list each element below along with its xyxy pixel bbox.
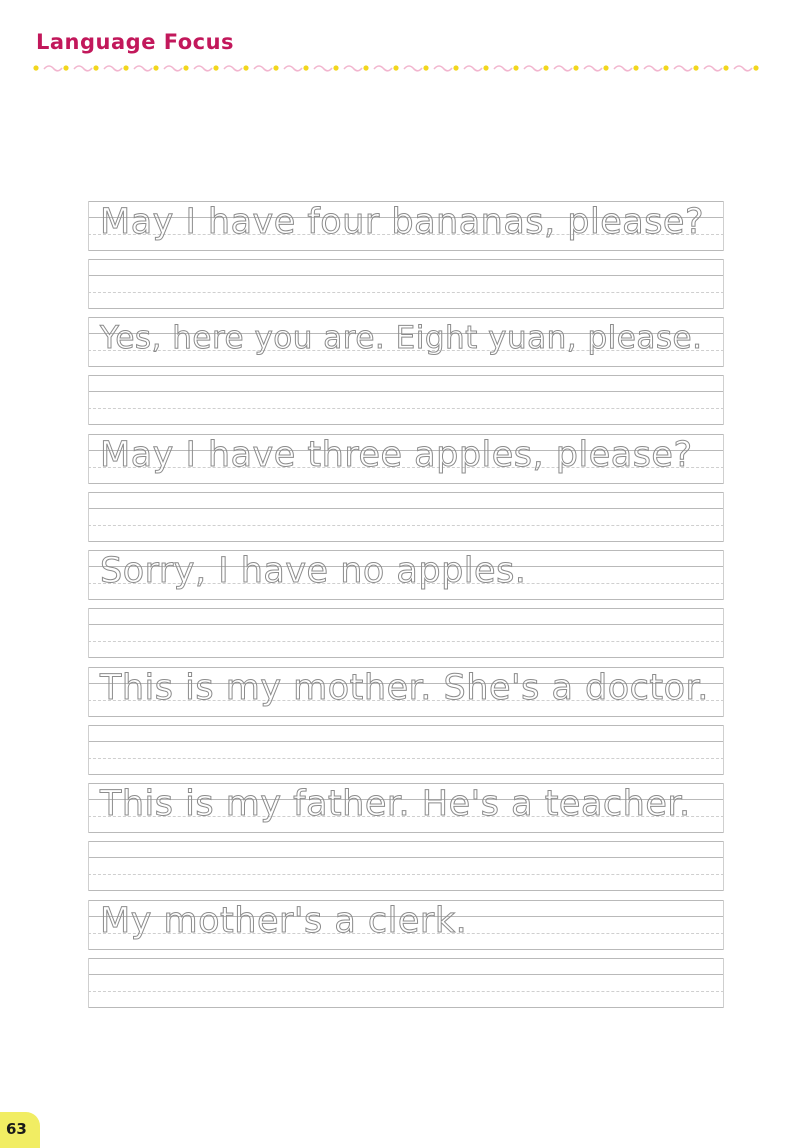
blank-writing-lines[interactable] [88, 958, 724, 1008]
traceable-sentence: Sorry, I have no apples. [100, 551, 527, 591]
border-dot [663, 65, 668, 70]
ruled-line [88, 857, 724, 858]
border-dot [693, 65, 698, 70]
practice-row [88, 667, 724, 775]
line-border [723, 434, 724, 484]
border-dot [753, 65, 758, 70]
line-border [88, 434, 89, 484]
border-dot [543, 65, 548, 70]
border-swirl [704, 66, 722, 71]
trace-line-group [88, 434, 724, 484]
practice-row [88, 550, 724, 658]
border-dot [243, 65, 248, 70]
ruled-line [88, 949, 724, 950]
traceable-sentence: Yes, here you are. Eight yuan, please. [100, 320, 703, 356]
traceable-sentence: This is my father. He's a teacher. [100, 784, 691, 824]
ruled-line [88, 958, 724, 959]
ruled-line [88, 608, 724, 609]
border-dot [393, 65, 398, 70]
line-border [723, 783, 724, 833]
border-swirl [194, 66, 212, 71]
line-border [723, 317, 724, 367]
ruled-line [88, 525, 724, 526]
line-border [88, 317, 89, 367]
ruled-line [88, 308, 724, 309]
border-swirl [524, 66, 542, 71]
border-dot [603, 65, 608, 70]
border-dot [123, 65, 128, 70]
ruled-line [88, 841, 724, 842]
border-swirl [344, 66, 362, 71]
practice-row [88, 317, 724, 425]
blank-writing-lines[interactable] [88, 492, 724, 542]
border-dot [483, 65, 488, 70]
trace-line-group [88, 783, 724, 833]
ruled-line [88, 259, 724, 260]
trace-line-group [88, 317, 724, 367]
ruled-line [88, 391, 724, 392]
border-swirl [104, 66, 122, 71]
ruled-line [88, 250, 724, 251]
ruled-line [88, 408, 724, 409]
ruled-line [88, 716, 724, 717]
ruled-line [88, 641, 724, 642]
border-dot [33, 65, 38, 70]
line-border [88, 375, 89, 425]
decorative-dot-border [30, 60, 780, 76]
ruled-line [88, 492, 724, 493]
trace-line-group [88, 201, 724, 251]
blank-writing-lines[interactable] [88, 259, 724, 309]
line-border [723, 492, 724, 542]
border-dot [213, 65, 218, 70]
border-dot [273, 65, 278, 70]
ruled-line [88, 599, 724, 600]
border-dot [303, 65, 308, 70]
ruled-line [88, 874, 724, 875]
line-border [723, 608, 724, 658]
border-swirl [434, 66, 452, 71]
ruled-line [88, 424, 724, 425]
practice-row [88, 201, 724, 309]
blank-writing-lines[interactable] [88, 375, 724, 425]
line-border [723, 725, 724, 775]
border-swirl [254, 66, 272, 71]
border-dot [333, 65, 338, 70]
ruled-line [88, 366, 724, 367]
border-swirl [74, 66, 92, 71]
border-swirl [404, 66, 422, 71]
border-dot [363, 65, 368, 70]
ruled-line [88, 292, 724, 293]
ruled-line [88, 375, 724, 376]
ruled-line [88, 974, 724, 975]
traceable-sentence: This is my mother. She's a doctor. [100, 668, 709, 708]
border-swirl [284, 66, 302, 71]
line-border [723, 958, 724, 1008]
line-border [88, 492, 89, 542]
border-swirl [224, 66, 242, 71]
border-dot [93, 65, 98, 70]
line-border [723, 201, 724, 251]
border-swirl [614, 66, 632, 71]
ruled-line [88, 774, 724, 775]
border-swirl [134, 66, 152, 71]
ruled-line [88, 275, 724, 276]
border-swirl [374, 66, 392, 71]
ruled-line [88, 657, 724, 658]
border-swirl [494, 66, 512, 71]
ruled-line [88, 890, 724, 891]
ruled-line [88, 991, 724, 992]
line-border [88, 900, 89, 950]
traceable-sentence: May I have three apples, please? [100, 435, 693, 475]
blank-writing-lines[interactable] [88, 608, 724, 658]
ruled-line [88, 508, 724, 509]
border-dot [723, 65, 728, 70]
practice-row [88, 783, 724, 891]
line-border [723, 900, 724, 950]
line-border [88, 725, 89, 775]
border-dot [633, 65, 638, 70]
line-border [723, 667, 724, 717]
ruled-line [88, 624, 724, 625]
ruled-line [88, 1007, 724, 1008]
trace-line-group [88, 900, 724, 950]
traceable-sentence: May I have four bananas, please? [100, 202, 705, 242]
line-border [88, 783, 89, 833]
line-border [723, 375, 724, 425]
border-swirl [584, 66, 602, 71]
ruled-line [88, 741, 724, 742]
border-dot [63, 65, 68, 70]
page-number: 63 [6, 1120, 27, 1138]
ruled-line [88, 725, 724, 726]
traceable-sentence: My mother's a clerk. [100, 901, 468, 941]
line-border [723, 841, 724, 891]
ruled-line [88, 832, 724, 833]
blank-writing-lines[interactable] [88, 725, 724, 775]
border-dot [453, 65, 458, 70]
border-swirl [674, 66, 692, 71]
border-swirl [164, 66, 182, 71]
trace-line-group [88, 550, 724, 600]
trace-line-group [88, 667, 724, 717]
border-swirl [644, 66, 662, 71]
border-dot [573, 65, 578, 70]
line-border [723, 259, 724, 309]
line-border [88, 201, 89, 251]
page-number-tab [0, 1112, 40, 1148]
border-dot [423, 65, 428, 70]
border-swirl [314, 66, 332, 71]
line-border [88, 259, 89, 309]
line-border [88, 841, 89, 891]
line-border [88, 608, 89, 658]
border-dot [153, 65, 158, 70]
border-swirl [554, 66, 572, 71]
ruled-line [88, 541, 724, 542]
blank-writing-lines[interactable] [88, 841, 724, 891]
practice-row [88, 434, 724, 542]
line-border [723, 550, 724, 600]
line-border [88, 550, 89, 600]
border-swirl [464, 66, 482, 71]
border-dot [513, 65, 518, 70]
border-dot [183, 65, 188, 70]
ruled-line [88, 483, 724, 484]
line-border [88, 958, 89, 1008]
ruled-line [88, 758, 724, 759]
practice-row [88, 900, 724, 1008]
border-swirl [734, 66, 752, 71]
line-border [88, 667, 89, 717]
border-swirl [44, 66, 62, 71]
section-title: Language Focus [36, 30, 235, 54]
